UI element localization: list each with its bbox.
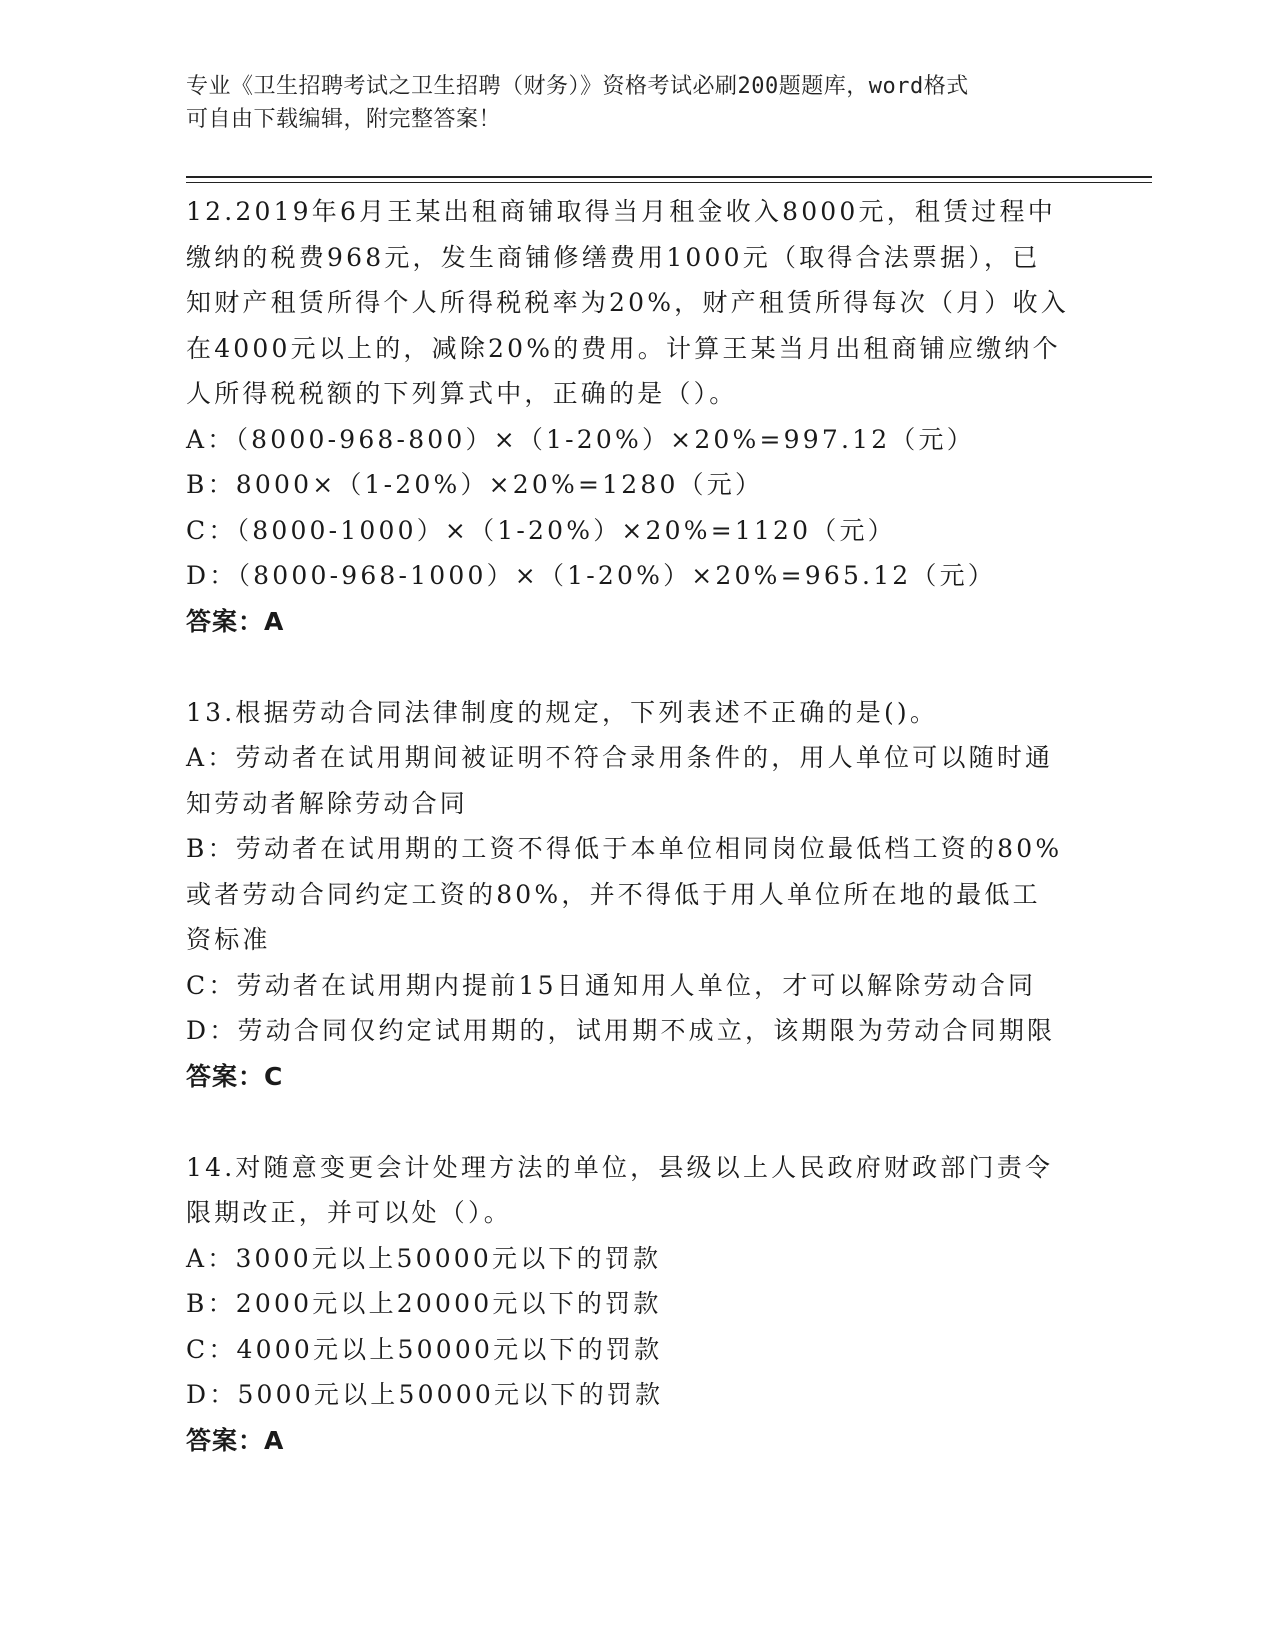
question-13-answer: 答案：C [186, 1061, 284, 1091]
question-14-answer: 答案：A [186, 1425, 285, 1455]
question-12-option-b: B：8000×（1-20%）×20%=1280（元） [186, 470, 764, 499]
question-14-stem-line: 14.对随意变更会计处理方法的单位，县级以上人民政府财政部门责令 [186, 1152, 1054, 1182]
question-13-option-c: C：劳动者在试用期内提前15日通知用人单位，才可以解除劳动合同 [186, 970, 1037, 1000]
question-13-option-a-cont: 知劳动者解除劳动合同 [186, 788, 469, 818]
document-header [186, 70, 1066, 136]
question-spacer [186, 644, 1086, 690]
header-line-1: 专业《卫生招聘考试之卫生招聘（财务）》资格考试必刷200题题库，word格式 [186, 74, 969, 99]
question-13-option-b-cont: 资标准 [186, 925, 271, 954]
question-12-stem-line: 知财产租赁所得个人所得税税率为20%，财产租赁所得每次（月）收入 [186, 288, 1069, 317]
question-spacer [186, 1099, 1086, 1145]
question-12-stem-line: 12.2019年6月王某出租商铺取得当月租金收入8000元，租赁过程中 [186, 197, 1056, 226]
question-12-option-d: D：（8000-968-1000）×（1-20%）×20%=965.12（元） [186, 561, 997, 590]
question-13-option-b-cont: 或者劳动合同约定工资的80%，并不得低于用人单位所在地的最低工 [186, 879, 1041, 909]
question-13 [186, 690, 1086, 1100]
question-13-option-a: A：劳动者在试用期间被证明不符合录用条件的，用人单位可以随时通 [186, 743, 1054, 772]
question-13-option-b: B：劳动者在试用期的工资不得低于本单位相同岗位最低档工资的80% [186, 834, 1063, 863]
question-14-option-d: D：5000元以上50000元以下的罚款 [186, 1380, 664, 1409]
question-13-stem-line: 13.根据劳动合同法律制度的规定，下列表述不正确的是()。 [186, 697, 939, 727]
header-divider-thick [186, 176, 1152, 178]
header-divider-thin [186, 182, 1152, 183]
question-list [186, 189, 1086, 1463]
question-14-option-c: C：4000元以上50000元以下的罚款 [186, 1334, 663, 1364]
question-12-stem-line: 缴纳的税费968元，发生商铺修缮费用1000元（取得合法票据），已 [186, 242, 1041, 272]
question-14 [186, 1145, 1086, 1464]
question-12-stem-line: 人所得税税额的下列算式中，正确的是（）。 [186, 379, 738, 408]
question-12-option-c: C：（8000-1000）×（1-20%）×20%=1120（元） [186, 515, 896, 545]
question-12-option-a: A：（8000-968-800）×（1-20%）×20%=997.12（元） [186, 424, 975, 454]
question-13-option-d: D：劳动合同仅约定试用期的，试用期不成立，该期限为劳动合同期限 [186, 1016, 1056, 1045]
question-12-stem-line: 在4000元以上的，减除20%的费用。计算王某当月出租商铺应缴纳个 [186, 333, 1061, 363]
question-12-answer: 答案：A [186, 606, 285, 636]
question-14-option-a: A：3000元以上50000元以下的罚款 [186, 1243, 662, 1273]
question-12 [186, 189, 1086, 644]
question-14-option-b: B：2000元以上20000元以下的罚款 [186, 1289, 662, 1318]
question-14-stem-line: 限期改正，并可以处（）。 [186, 1198, 512, 1227]
header-line-2: 可自由下载编辑，附完整答案！ [186, 107, 502, 132]
